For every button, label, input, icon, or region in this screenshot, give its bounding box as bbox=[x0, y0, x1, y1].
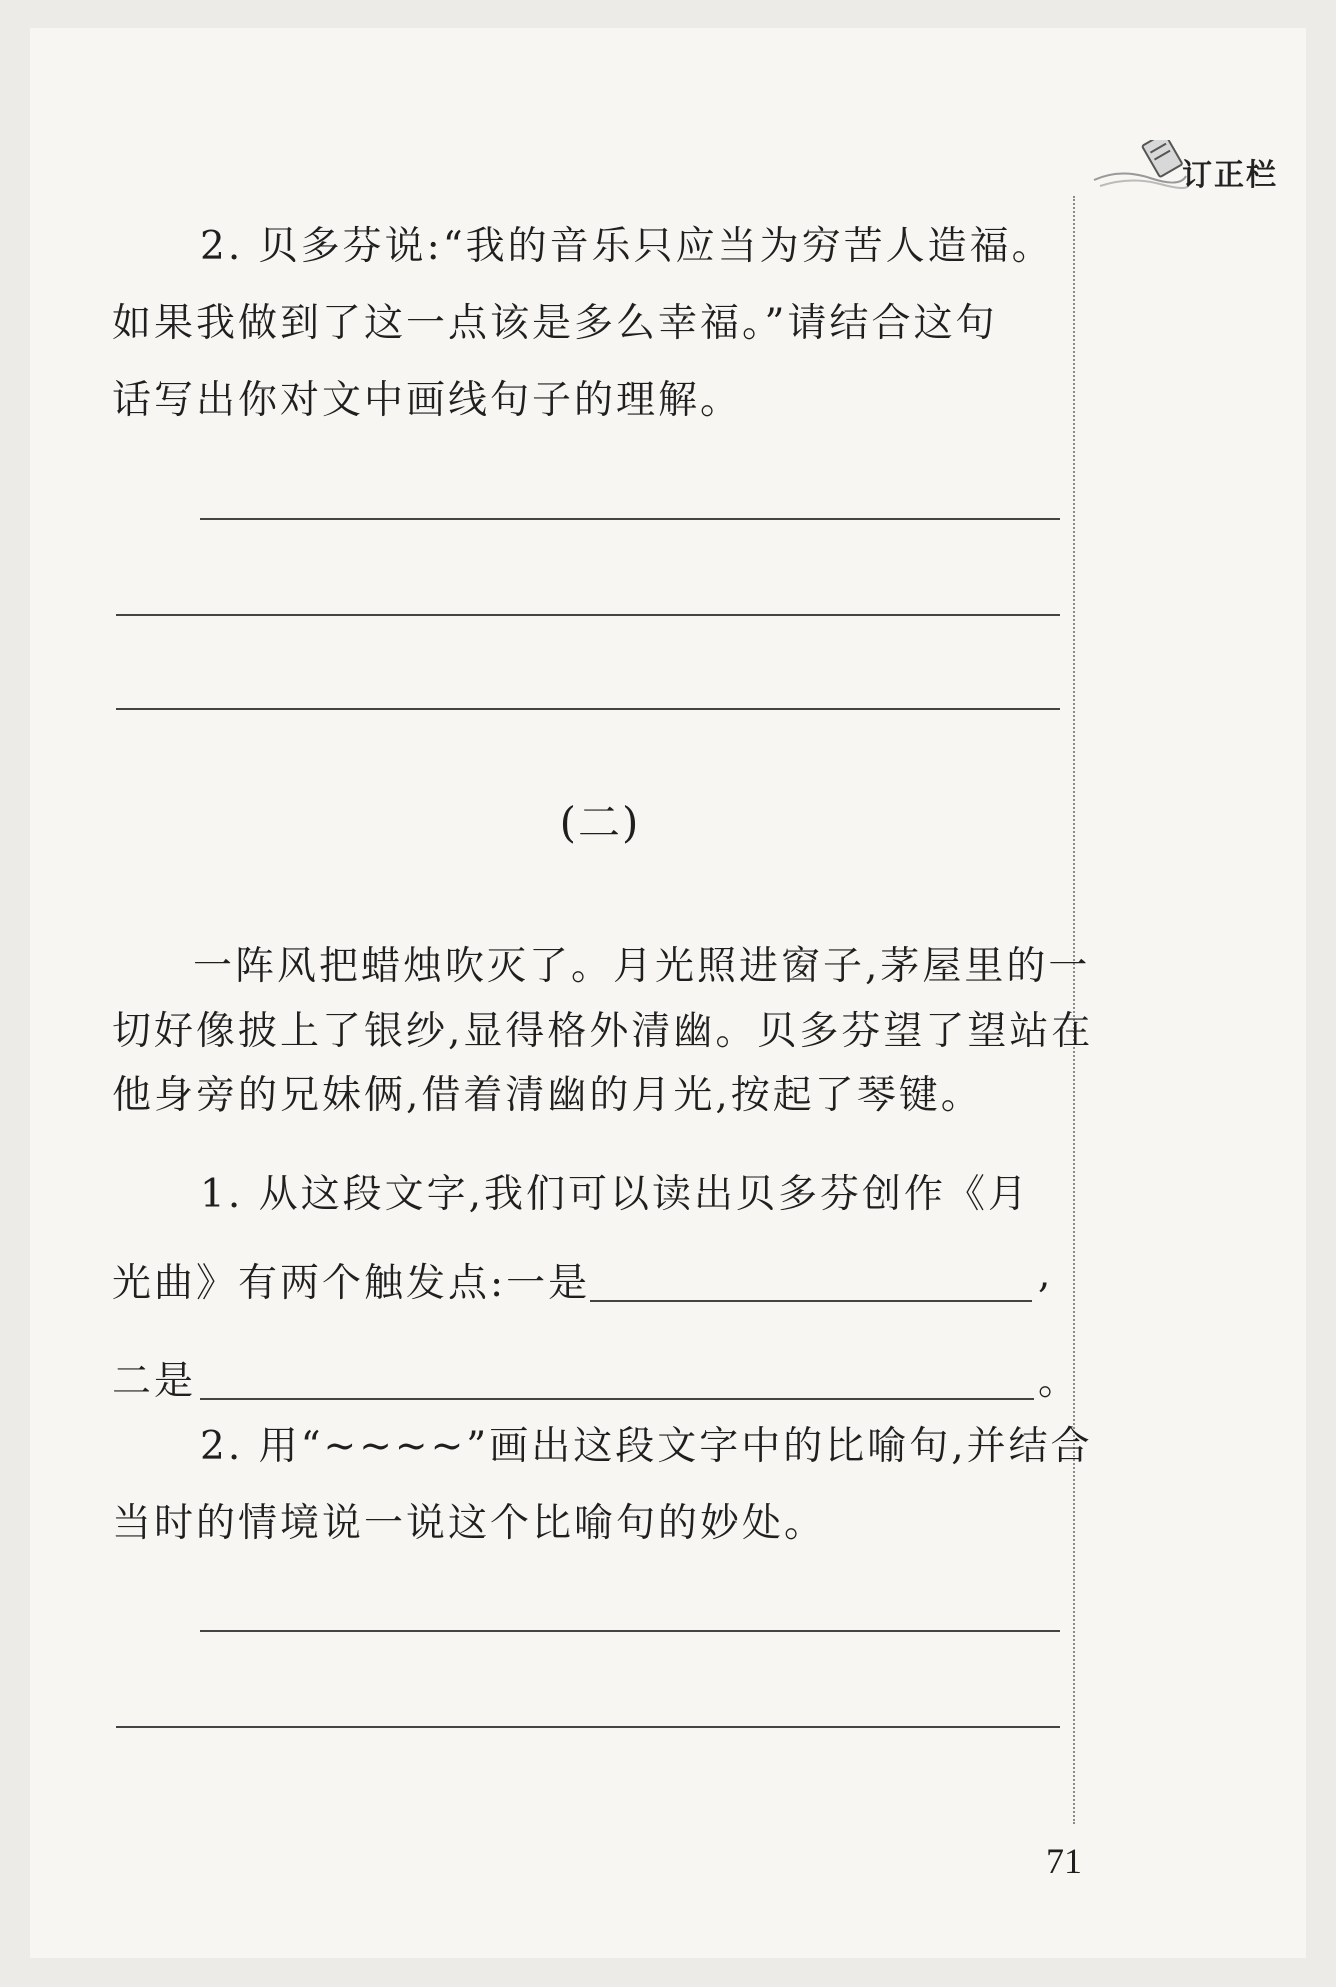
passage-line-1: 一阵风把蜡烛吹灭了。月光照进窗子,茅屋里的一 bbox=[193, 944, 1091, 989]
answer-line[interactable] bbox=[116, 708, 1060, 710]
period: 。 bbox=[1038, 1359, 1081, 1404]
p1-q2-line-1: 2. 贝多芬说:“我的音乐只应当为穷苦人造福。 bbox=[200, 224, 1054, 269]
blank-trigger-1[interactable] bbox=[590, 1300, 1032, 1302]
comma: , bbox=[1038, 1252, 1054, 1297]
passage-line-2: 切好像披上了银纱,显得格外清幽。贝多芬望了望站在 bbox=[112, 1009, 1094, 1054]
corrections-header bbox=[1090, 140, 1310, 200]
p2-q2-line-1: 2. 用“~~~~”画出这段文字中的比喻句,并结合 bbox=[200, 1424, 1093, 1469]
corrections-label: 订正栏 bbox=[1182, 158, 1278, 193]
page-number: 71 bbox=[1046, 1841, 1082, 1881]
p2-q2-line-2: 当时的情境说一说这个比喻句的妙处。 bbox=[112, 1501, 827, 1546]
p1-q2-line-2: 如果我做到了这一点该是多么幸福。”请结合这句 bbox=[112, 301, 998, 346]
section-heading: (二) bbox=[559, 798, 641, 847]
answer-line[interactable] bbox=[116, 1726, 1060, 1728]
blank-trigger-2[interactable] bbox=[200, 1398, 1034, 1400]
p1-q2-line-3: 话写出你对文中画线句子的理解。 bbox=[112, 378, 743, 423]
p2-q1-line-3: 二是 bbox=[112, 1359, 197, 1404]
answer-line[interactable] bbox=[116, 614, 1060, 616]
answer-line[interactable] bbox=[200, 518, 1060, 520]
p2-q1-line-2: 光曲》有两个触发点:一是 bbox=[112, 1261, 591, 1306]
passage-line-3: 他身旁的兄妹俩,借着清幽的月光,按起了琴键。 bbox=[112, 1073, 983, 1118]
p2-q1-line-1: 1. 从这段文字,我们可以读出贝多芬创作《月 bbox=[200, 1172, 1031, 1217]
answer-line[interactable] bbox=[200, 1630, 1060, 1632]
eraser-pencil-icon bbox=[1090, 140, 1190, 200]
